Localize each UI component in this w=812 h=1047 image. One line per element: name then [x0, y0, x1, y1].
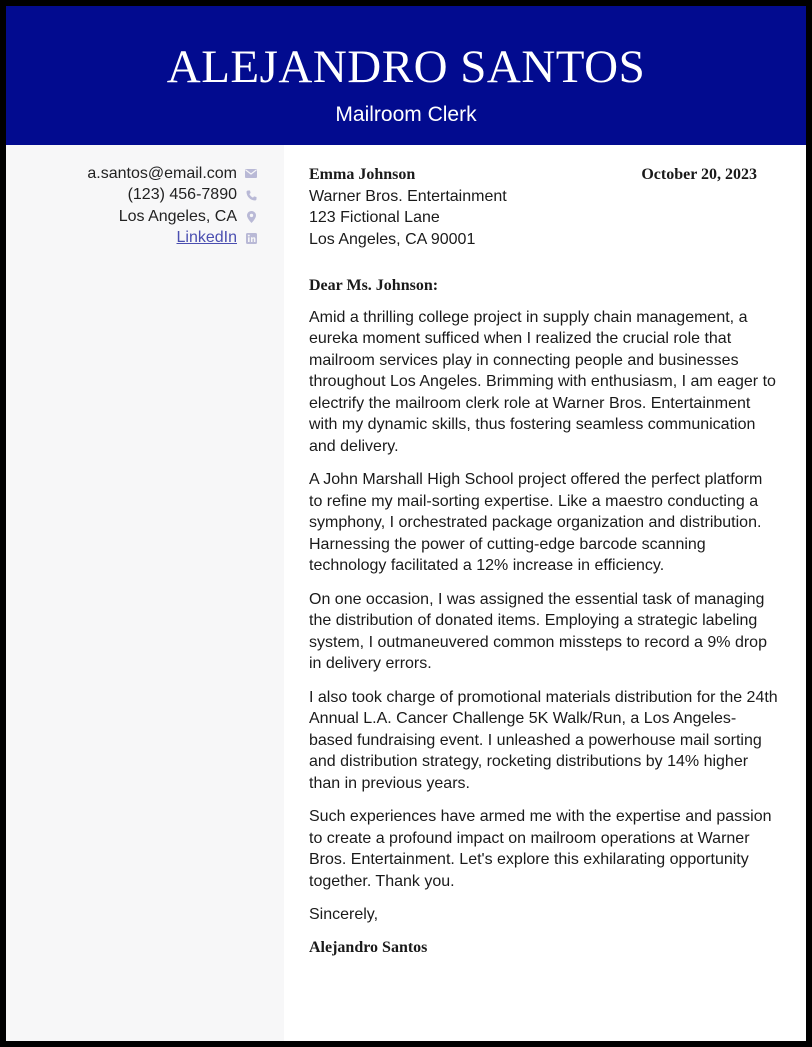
- recipient-company: Warner Bros. Entertainment: [309, 187, 507, 205]
- contact-phone: [87, 185, 258, 207]
- phone-text: (123) 456-7890: [127, 186, 237, 204]
- contact-list: [87, 163, 258, 249]
- header-banner: [6, 6, 806, 145]
- paragraph-5: Such experiences have armed me with the expertise and passion to create a profound impact on mailroom operations at Warner Bros. Entertainment. Let's explore this exhilarating opportunity together. Thank you.: [309, 808, 772, 890]
- signature-name: Alejandro Santos: [309, 938, 428, 956]
- job-title: Mailroom Clerk: [335, 103, 477, 126]
- applicant-name: ALEJANDRO SANTOS: [166, 41, 646, 93]
- recipient-header: [309, 164, 779, 250]
- recipient-name: Emma Johnson: [309, 166, 416, 183]
- resume-page: [6, 6, 806, 1041]
- letter-date: October 20, 2023: [641, 166, 757, 183]
- recipient-street: 123 Fictional Lane: [309, 209, 440, 226]
- phone-icon: [244, 190, 258, 201]
- location-text: Los Angeles, CA: [118, 207, 237, 225]
- contact-email: [87, 163, 258, 185]
- paragraph-4: I also took charge of promotional materials distribution for the 24th Annual L.A. Cancer Challenge 5K Walk/Run, a Los Angeles-based fundraising event. I unleashed a powerhouse mail sorting and distribution strategy, rocketing distributions by 14% higher than in previous years.: [309, 688, 778, 792]
- envelope-icon: [244, 169, 258, 178]
- paragraph-2: A John Marshall High School project offered the perfect platform to refine my mail-sorting expertise. Like a maestro conducting a symphony, I orchestrated package organization and distribution. Harnessing the power of cutting-edge barcode scanning technology facilitated a 12% increase in efficiency.: [309, 471, 763, 574]
- salutation: Dear Ms. Johnson:: [309, 277, 439, 294]
- paragraph-3: On one occasion, I was assigned the essential task of managing the distribution of donated items. Employing a strategic labeling system, I outmaneuvered common missteps to record a 9% drop in delivery errors.: [309, 590, 767, 672]
- paragraph-1: Amid a thrilling college project in supply chain management, a eureka moment sufficed when I realized the crucial role that mailroom services play in connecting people and businesses throughout Los Angeles. Brimming with enthusiasm, I am eager to electrify the mailroom clerk role at Warner Bros. Entertainment with my dynamic skills, thus fostering seamless communication and delivery.: [309, 308, 776, 455]
- recipient-block: [309, 164, 507, 250]
- linkedin-link[interactable]: LinkedIn: [176, 229, 237, 247]
- location-pin-icon: [244, 211, 258, 223]
- closing: Sincerely,: [309, 906, 379, 923]
- contact-linkedin[interactable]: [87, 228, 258, 250]
- email-text: a.santos@email.com: [87, 164, 237, 182]
- recipient-city: Los Angeles, CA 90001: [309, 230, 476, 248]
- contact-sidebar: [6, 145, 284, 1041]
- letter-body: [309, 145, 779, 958]
- contact-location: [87, 206, 258, 228]
- linkedin-icon[interactable]: [244, 233, 258, 244]
